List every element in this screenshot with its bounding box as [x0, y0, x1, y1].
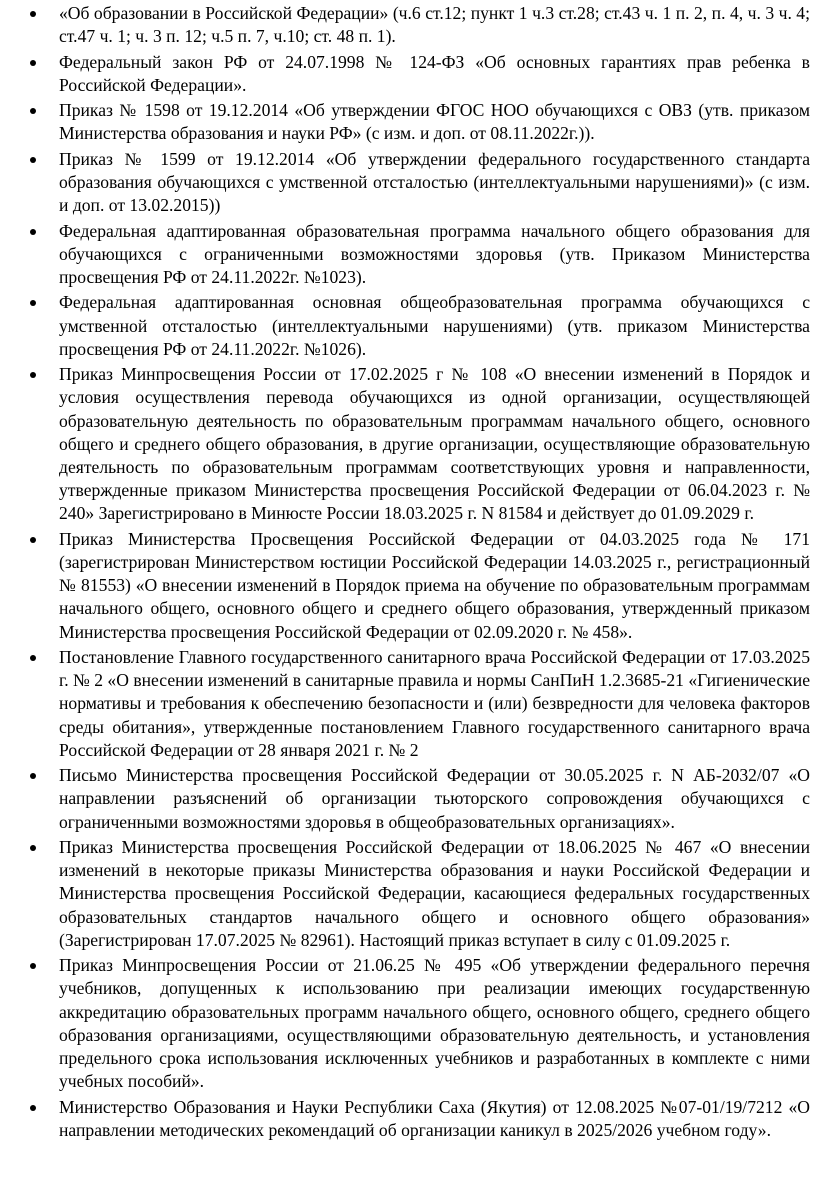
list-item-text: Приказ № 1599 от 19.12.2014 «Об утверждении федерального государственного стандарта образования обучающихся с умственной отсталостью (интеллектуальными нарушениями)» (с изм. и доп. от 13.02.2015)) — [59, 148, 810, 216]
bullet-icon — [30, 655, 36, 661]
list-item-text: Письмо Министерства просвещения Российской Федерации от 30.05.2025 г. N АБ-2032/07 «О направлении разъяснений об организации тьюторского сопровождения обучающихся с ограниченными возможностями здоровья в общеобразовательных организациях». — [59, 765, 810, 832]
list-item — [29, 148, 810, 218]
list-item-text: Приказ № 1598 от 19.12.2014 «Об утверждении ФГОС НОО обучающихся с ОВЗ (утв. приказом Министерства образования и науки РФ» (с изм. и доп. от 08.11.2022г.)). — [59, 100, 810, 144]
list-item-text: Федеральная адаптированная образовательная программа начального общего образования для обучающихся с ограниченными возможностями здоровья (утв. Приказом Министерства просвещения РФ от 24.11.2022г. №1023). — [59, 220, 810, 287]
list-item — [29, 1096, 810, 1142]
regulatory-documents-list — [29, 2, 810, 1142]
bullet-icon — [30, 229, 36, 235]
list-item — [29, 2, 810, 48]
list-item — [29, 363, 810, 525]
bullet-icon — [30, 11, 36, 17]
bullet-icon — [30, 372, 36, 378]
list-item — [29, 99, 810, 145]
list-item-text: Федеральная адаптированная основная общеобразовательная программа обучающихся с умственной отсталостью (интеллектуальными нарушениями) (утв. приказом Министерства просвещения РФ от 24.11.2022г. №1026). — [59, 292, 810, 359]
list-item-text: «Об образовании в Российской Федерации» (ч.6 ст.12; пункт 1 ч.3 ст.28; ст.43 ч. 1 п. 2, п. 4, ч. 3 ч. 4; ст.47 ч. 1; ч. 3 п. 12; ч.5 п. 7, ч.10; ст. 48 п. 1). — [59, 3, 810, 47]
list-item-text: Приказ Министерства Просвещения Российской Федерации от 04.03.2025 года № 171 (зарегистрирован Министерством юстиции Российской Федерации 14.03.2025 г., регистрационный № 81553) «О внесении изменений в Порядок приема на обучение по образовательным программам начального общего, основного общего и среднего общего образования, утвержденный приказом Министерства просвещения Российской Федерации от 02.09.2020 г. № 458». — [59, 528, 810, 642]
bullet-icon — [30, 108, 36, 114]
list-item-text: Приказ Министерства просвещения Российской Федерации от 18.06.2025 № 467 «О внесении изменений в некоторые приказы Министерства образования и науки Российской Федерации и Министерства просвещения Российской Федерации, касающиеся федеральных государственных образовательных стандартов начального общего и основного общего образования» (Зарегистрирован 17.07.2025 № 82961). Настоящий приказ вступает в силу с 01.09.2025 г. — [59, 836, 810, 950]
list-item-text: Приказ Минпросвещения России от 21.06.25 № 495 «Об утверждении федерального перечня учебников, допущенных к использованию при реализации имеющих государственную аккредитацию образовательных программ начального общего, основного общего, среднего общего образования организациями, осуществляющими образовательную деятельность, и установления предельного срока использования исключенных учебников и разработанных в комплекте с ними учебных пособий». — [59, 955, 810, 1092]
bullet-icon — [30, 60, 36, 66]
list-item-text: Министерство Образования и Науки Республики Саха (Якутия) от 12.08.2025 №07-01/19/7212 «О направлении методических рекомендаций об организации каникул в 2025/2026 учебном году». — [59, 1096, 810, 1140]
list-item — [29, 220, 810, 290]
list-item-text: Федеральный закон РФ от 24.07.1998 № 124-ФЗ «Об основных гарантиях прав ребенка в Российской Федерации». — [59, 51, 810, 95]
bullet-icon — [30, 963, 36, 969]
list-item — [29, 954, 810, 1093]
bullet-icon — [30, 300, 36, 306]
list-item-text: Постановление Главного государственного санитарного врача Российской Федерации от 17.03.2025 г. № 2 «О внесении изменений в санитарные правила и нормы СанПиН 1.2.3685-21 «Гигиенические нормативы и требования к обеспечению безопасности и (или) безвредности для человека факторов среды обитания», утвержденные постановлением Главного государственного санитарного врача Российской Федерации от 28 января 2021 г. № 2 — [59, 646, 810, 760]
bullet-icon — [30, 537, 36, 543]
list-item — [29, 764, 810, 834]
list-item — [29, 528, 810, 644]
bullet-icon — [30, 845, 36, 851]
list-item-text: Приказ Минпросвещения России от 17.02.2025 г № 108 «О внесении изменений в Порядок и условия осуществления перевода обучающихся из одной организации, осуществляющей образовательную деятельность по образовательным программам начального общего, основного общего и среднего общего образования, в другие организации, осуществляющие образовательную деятельность по образовательным программам соответствующих уровня и направленности, утвержденные приказом Министерства просвещения Российской Федерации от 06.04.2023 г. № 240» Зарегистрировано в Минюсте России 18.03.2025 г. N 81584 и действует до 01.09.2029 г. — [59, 364, 810, 524]
list-item — [29, 291, 810, 361]
list-item — [29, 836, 810, 952]
list-item — [29, 646, 810, 762]
bullet-icon — [30, 773, 36, 779]
bullet-icon — [30, 1105, 36, 1111]
list-item — [29, 51, 810, 97]
bullet-icon — [30, 157, 36, 163]
